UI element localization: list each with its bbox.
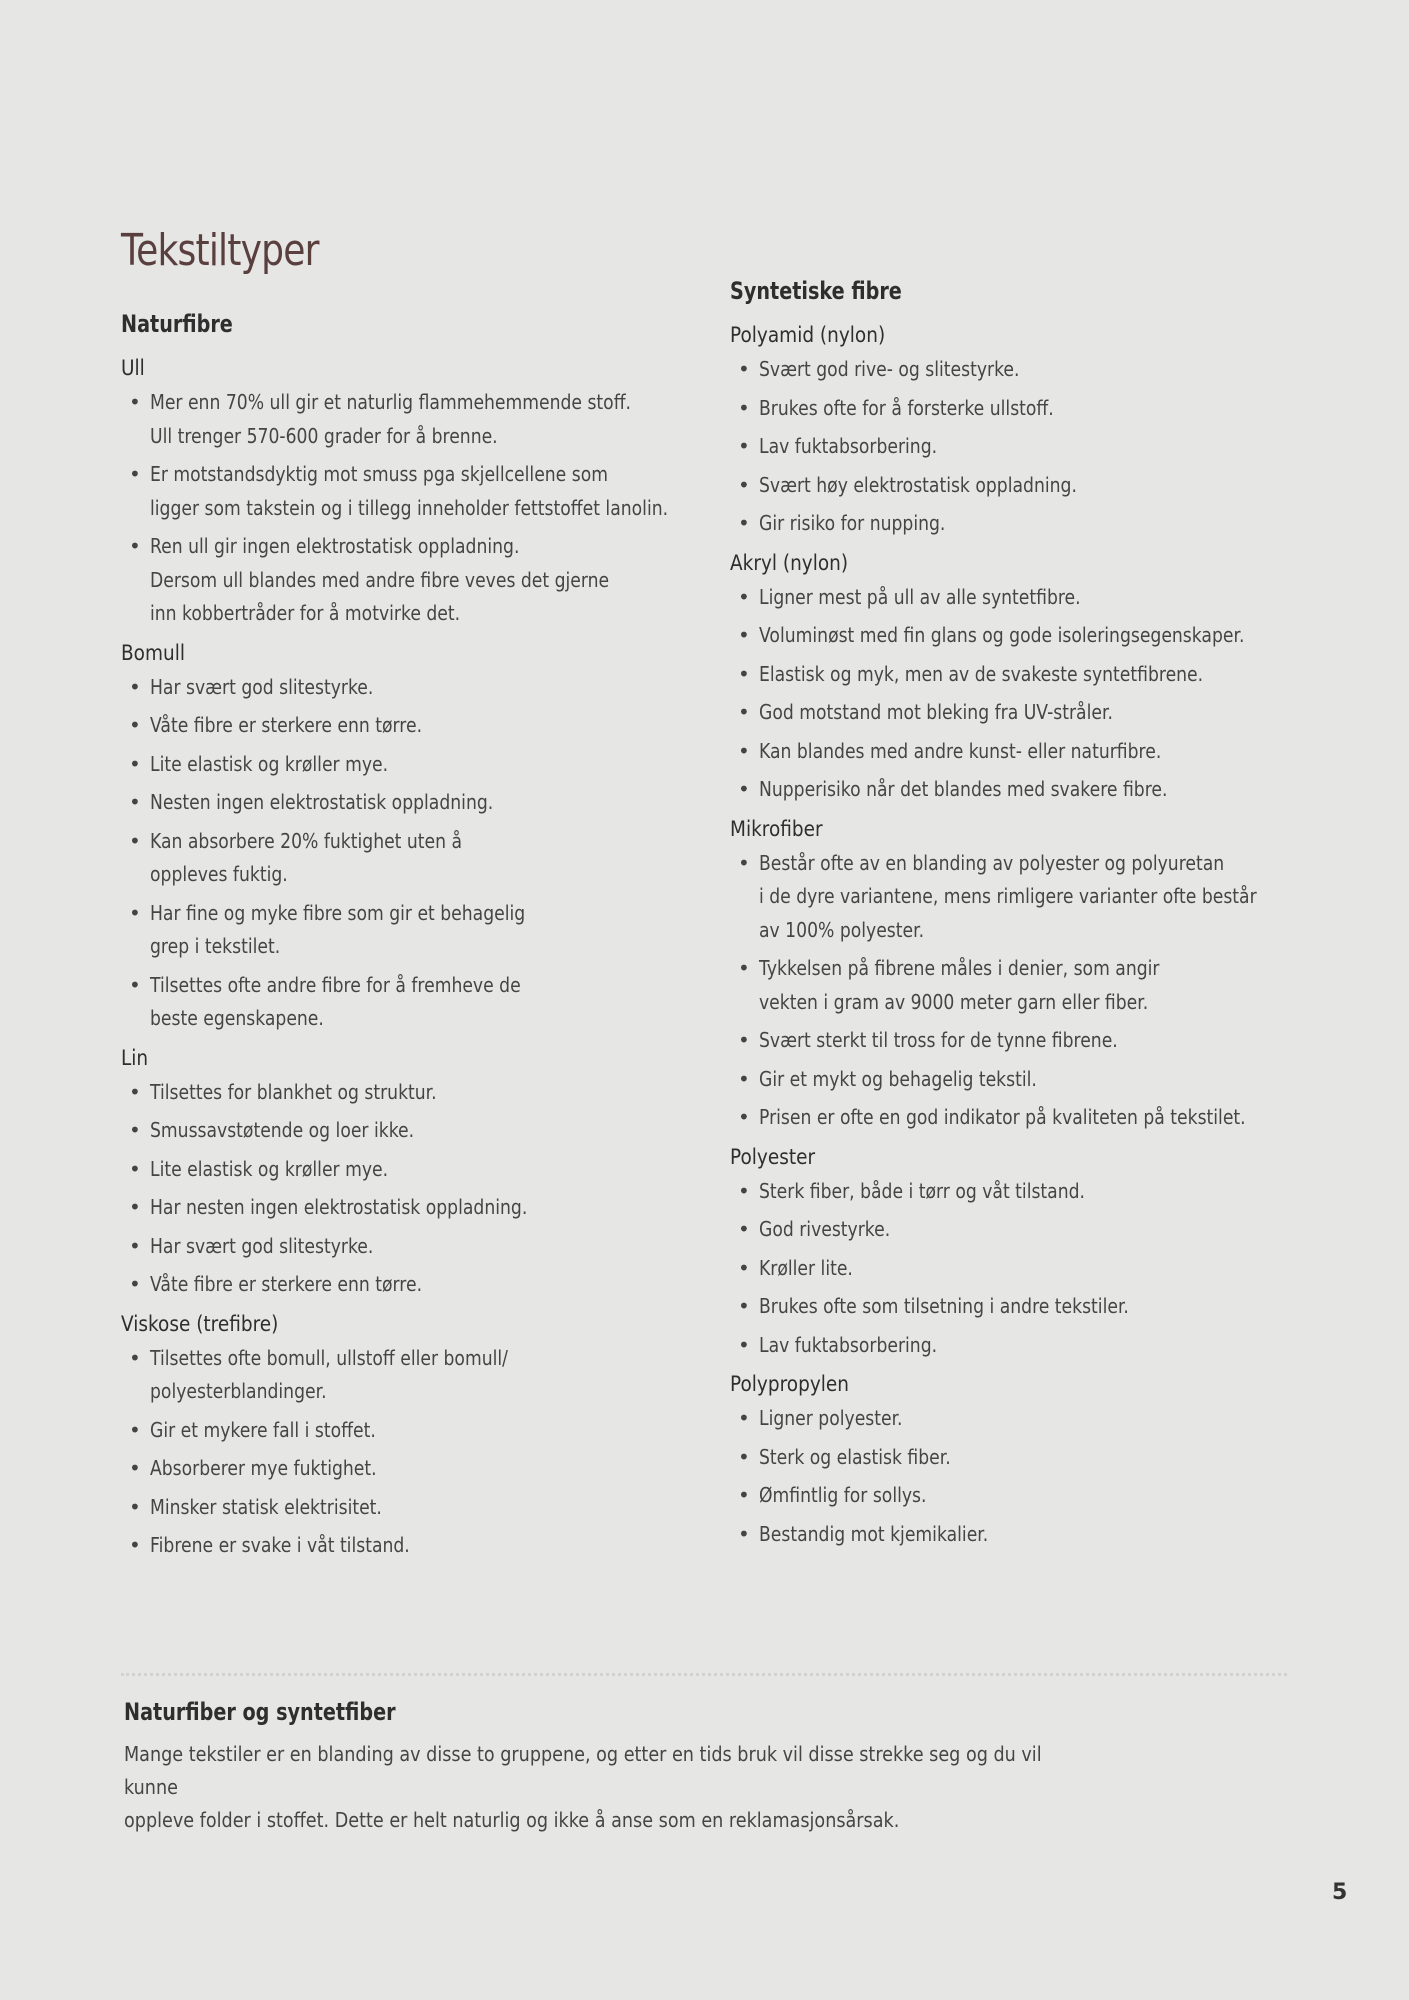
bullet-icon: • [129,828,141,853]
list-item [121,1076,701,1110]
section-title: Polyamid (nylon) [730,323,886,347]
list-item-text: Minsker statisk elektrisitet. [150,1494,382,1519]
list-item-text: Har svært god slitestyrke. [150,1233,374,1258]
list-item [121,969,701,1036]
list-item-text: Elastisk og myk, men av de svakeste syntetfibrene. [759,661,1204,686]
bullet-icon: • [738,1217,750,1241]
list-item [121,897,701,964]
list-item-text: Gir et mykt og behagelig tekstil. [759,1066,1037,1091]
bullet-icon: • [738,738,750,763]
list-item [121,1230,701,1264]
list-item [730,1063,1350,1097]
list-item-text: Smussavstøtende og loer ikke. [150,1118,415,1142]
list-item [121,458,701,525]
synthetic-fibres-column [730,277,1350,1561]
natural-section [121,1046,701,1302]
bullet-icon: • [738,1444,750,1469]
bullet-icon: • [738,434,750,458]
list-item [730,430,1350,464]
list-item [730,1479,1350,1513]
synthetic-section [730,1145,1350,1363]
list-item [121,1268,701,1302]
list-item [121,1529,701,1563]
bullet-icon: • [738,472,750,497]
list-item-text: Svært god rive- og slitestyrke. [759,357,1020,381]
list-item-text: Kan blandes med andre kunst- eller naturfibre. [759,738,1162,763]
bullet-icon: • [738,850,750,875]
list-item [730,696,1350,730]
bullet-icon: • [738,1178,750,1203]
list-item [121,671,701,705]
natural-section [121,1312,701,1563]
bullet-icon: • [129,1272,141,1296]
list-item [121,786,701,820]
bullet-icon: • [129,1156,141,1181]
bullet-icon: • [129,1533,141,1557]
list-item-text: Lav fuktabsorbering. [759,434,938,458]
list-item-text: Svært høy elektrostatisk oppladning. [759,472,1077,497]
list-item [121,1342,701,1409]
list-item-text: Kan absorbere 20% fuktighet uten å oppleves fuktig. [150,828,463,886]
bullet-list [730,1175,1350,1363]
list-item [730,1252,1350,1286]
section-title: Mikrofiber [730,816,823,841]
synthetic-section [730,551,1350,807]
list-item-text: Ømfintlig for sollys. [759,1483,927,1507]
bullet-icon: • [129,1456,141,1480]
section-title: Polyester [730,1144,816,1169]
section-title: Viskose (trefibre) [121,1311,279,1336]
section-title: Ull [121,356,145,380]
bullet-icon: • [129,1118,141,1142]
list-item [121,825,701,892]
list-item-text: Ligner polyester. [759,1406,903,1430]
bullet-list [730,1402,1350,1551]
list-item [121,530,701,631]
list-item [730,1329,1350,1363]
bullet-list [730,353,1350,541]
bullet-icon: • [129,713,141,737]
list-item-text: Sterk og elastisk fiber. [759,1444,951,1469]
bullet-icon: • [738,584,750,609]
bullet-icon: • [129,1494,141,1519]
list-item-text: Prisen er ofte en god indikator på kvaliteten på tekstilet. [759,1105,1246,1129]
list-item-text: Lite elastisk og krøller mye. [150,751,389,776]
bullet-list [121,1076,701,1302]
section-title: Bomull [121,640,185,665]
bullet-icon: • [738,1294,750,1318]
bullet-list [121,386,701,631]
natural-section [121,356,701,631]
bullet-icon: • [129,751,141,776]
bullet-icon: • [738,511,750,535]
list-item-text: Har nesten ingen elektrostatisk oppladning. [150,1195,528,1219]
list-item-text: Absorberer mye fuktighet. [150,1456,377,1480]
list-item-text: Lite elastisk og krøller mye. [150,1156,389,1181]
list-item-text: Gir et mykere fall i stoffet. [150,1417,376,1442]
bullet-icon: • [738,956,750,980]
section-title: Akryl (nylon) [730,550,849,575]
bullet-icon: • [129,1195,141,1219]
list-item [121,1491,701,1525]
bullet-icon: • [129,462,141,486]
bullet-icon: • [738,1028,750,1052]
list-item-text: Har fine og myke fibre som gir et behagelig grep i tekstilet. [150,900,526,958]
list-item [730,1101,1350,1135]
bullet-list [121,1342,701,1563]
list-item-text: Lav fuktabsorbering. [759,1332,938,1357]
bullet-icon: • [738,357,750,381]
bullet-icon: • [738,1521,750,1546]
list-item-text: Fibrene er svake i våt tilstand. [150,1533,410,1557]
list-item-text: Mer enn 70% ull gir et naturlig flammehemmende stoff. Ull trenger 570-600 grader for å brenne. [150,390,632,448]
list-item [121,1452,701,1486]
bullet-icon: • [129,1233,141,1258]
list-item-text: Tilsettes ofte andre fibre for å fremheve de beste egenskapene. [150,972,521,1030]
bullet-icon: • [129,1417,141,1442]
bullet-icon: • [738,1406,750,1430]
bullet-icon: • [129,1345,141,1370]
bullet-icon: • [738,661,750,686]
bullet-list [730,847,1350,1135]
bullet-icon: • [129,972,141,997]
natural-section [121,641,701,1036]
bullet-list [730,581,1350,807]
list-item-text: Våte fibre er sterkere enn tørre. [150,1272,423,1296]
dotted-divider [121,1673,1287,1676]
bullet-icon: • [738,1066,750,1091]
list-item-text: Sterk fiber, både i tørr og våt tilstand. [759,1178,1086,1203]
list-item [730,507,1350,541]
list-item [730,1518,1350,1552]
section-title: Lin [121,1045,149,1070]
list-item [121,386,701,453]
bullet-icon: • [738,700,750,724]
list-item-text: Er motstandsdyktig mot smuss pga skjellcellene som ligger som takstein og i tillegg inneholder fettstoffet lanolin. [150,462,669,520]
list-item-text: Tykkelsen på fibrene måles i denier, som angir vekten i gram av 9000 meter garn eller fiber. [759,956,1160,1014]
bullet-icon: • [129,790,141,814]
list-item-text: Består ofte av en blanding av polyester og polyuretan i de dyre variantene, mens rimligere varianter ofte består av 100% polyester. [759,850,1257,942]
list-item [121,1114,701,1148]
list-item [730,735,1350,769]
synthetic-section [730,1372,1350,1551]
list-item [730,847,1350,948]
list-item [730,353,1350,387]
list-item-text: Ligner mest på ull av alle syntetfibre. [759,584,1081,609]
page-title: Tekstiltyper [121,225,319,276]
note-title: Naturfiber og syntetfiber [124,1698,396,1726]
bullet-icon: • [129,900,141,925]
list-item [121,709,701,743]
list-item-text: Nesten ingen elektrostatisk oppladning. [150,790,494,814]
bullet-icon: • [129,390,141,414]
list-item [730,773,1350,807]
list-item-text: Har svært god slitestyrke. [150,674,374,699]
list-item [730,469,1350,503]
list-item [730,1024,1350,1058]
list-item [121,1414,701,1448]
list-item [730,581,1350,615]
list-item [730,1402,1350,1436]
natural-fibres-column [121,310,701,1573]
bullet-icon: • [738,395,750,420]
page-number: 5 [1332,1880,1348,1905]
list-item [730,1290,1350,1324]
list-item-text: Våte fibre er sterkere enn tørre. [150,713,423,737]
list-item-text: Ren ull gir ingen elektrostatisk oppladning. Dersom ull blandes med andre fibre veves det gjerne inn kobbertråder for å motvirke det. [150,534,610,625]
bullet-icon: • [738,1332,750,1357]
list-item [730,1213,1350,1247]
list-item [730,619,1350,653]
list-item [121,1191,701,1225]
synthetic-section [730,817,1350,1135]
list-item-text: Voluminøst med fin glans og gode isoleringsegenskaper. [759,623,1245,647]
bullet-icon: • [129,674,141,699]
list-item-text: God motstand mot bleking fra UV-stråler. [759,700,1113,724]
bullet-icon: • [738,1483,750,1507]
list-item-text: Krøller lite. [759,1255,853,1280]
natural-sections [121,356,701,1563]
list-item [121,748,701,782]
list-item-text: Nupperisiko når det blandes med svakere fibre. [759,777,1168,801]
list-item-text: Tilsettes ofte bomull, ullstoff eller bomull/ polyesterblandinger. [150,1345,508,1403]
synthetic-sections [730,323,1350,1551]
list-item-text: Tilsettes for blankhet og struktur. [150,1079,437,1104]
section-title: Polypropylen [730,1372,849,1396]
bullet-icon: • [738,1255,750,1280]
list-item [730,392,1350,426]
list-item [730,658,1350,692]
bullet-icon: • [129,534,141,558]
bullet-icon: • [738,623,750,647]
synthetic-section [730,323,1350,541]
list-item-text: Svært sterkt til tross for de tynne fibrene. [759,1028,1118,1052]
list-item-text: God rivestyrke. [759,1217,891,1241]
bullet-icon: • [129,1079,141,1104]
list-item-text: Brukes ofte som tilsetning i andre tekstiler. [759,1294,1129,1318]
list-item-text: Gir risiko for nupping. [759,511,946,535]
note-text: Mange tekstiler er en blanding av disse to gruppene, og etter en tids bruk vil disse strekke seg og du vil kunne oppleve folder i stoffet. Dette er helt naturlig og ikke å anse som en reklamasjonsårsak. [124,1742,1042,1832]
list-item-text: Bestandig mot kjemikalier. [759,1521,989,1546]
list-item [121,1153,701,1187]
list-item-text: Brukes ofte for å forsterke ullstoff. [759,395,1054,420]
list-item [730,1441,1350,1475]
bullet-icon: • [738,1105,750,1129]
natural-fibres-heading: Naturfibre [121,310,233,338]
bullet-list [121,671,701,1036]
list-item [730,952,1350,1019]
bullet-icon: • [738,777,750,801]
synthetic-fibres-heading: Syntetiske fibre [730,277,902,305]
list-item [730,1175,1350,1209]
